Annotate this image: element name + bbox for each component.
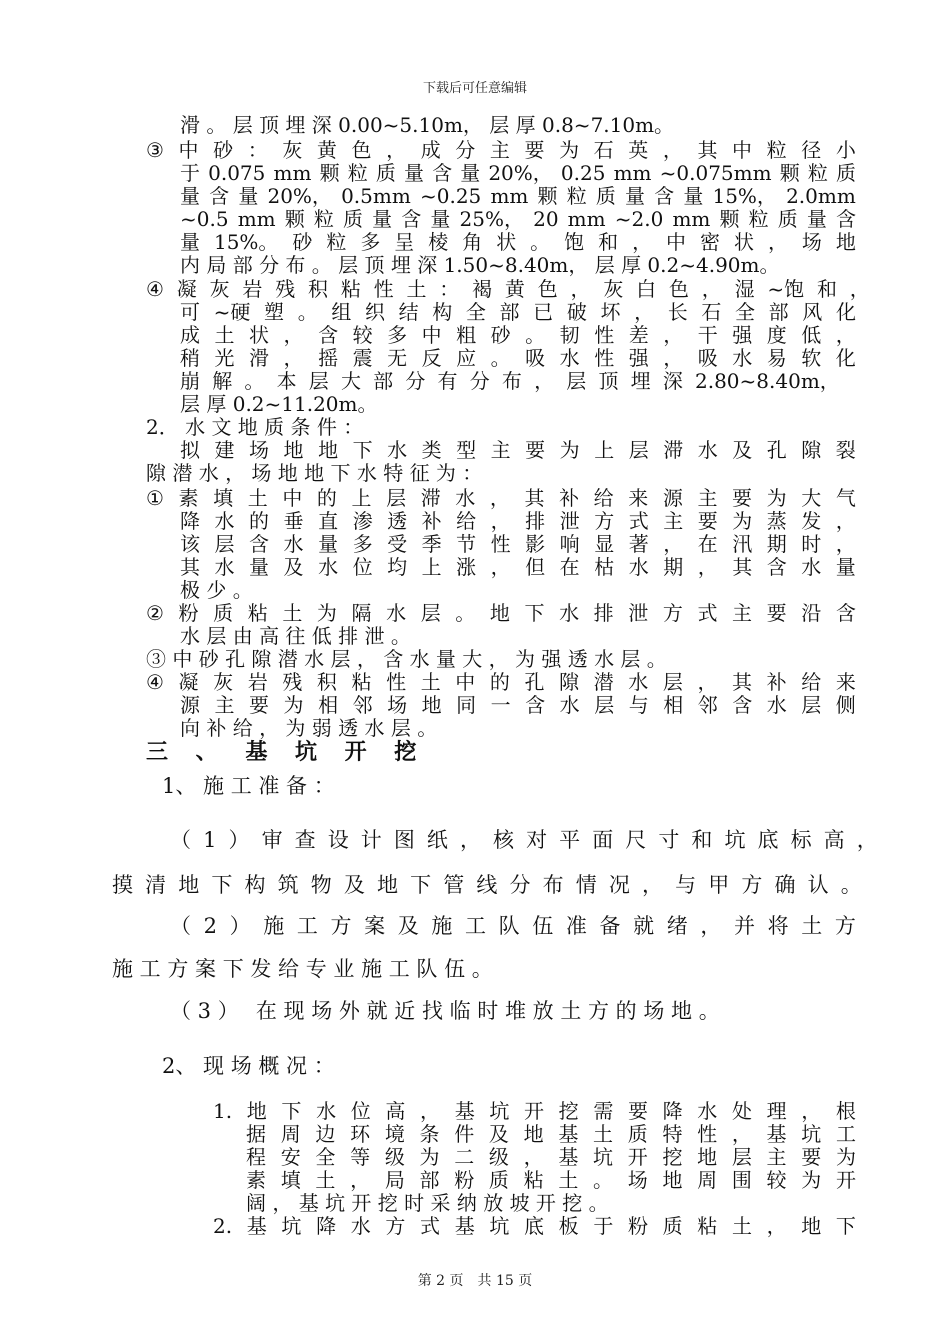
text-line: 源 主 要 为 相 邻 场 地 同 一 含 水 层 与 相 邻 含 水 层 侧 bbox=[180, 693, 856, 717]
text-line: 稍 光 滑 ， 摇 震 无 反 应 。 吸 水 性 强 ， 吸 水 易 软 化 bbox=[180, 346, 856, 370]
text-line: 极 少 。 bbox=[180, 578, 253, 602]
text-line: 阔 ， 基 坑 开 挖 时 采 纳 放 坡 开 挖 。 bbox=[246, 1191, 609, 1215]
text-line: 量 含 量 20%， 0.5mm ~0.25 mm 颗 粒 质 量 含 量 15%， 2.0mm bbox=[180, 184, 856, 208]
text-line: 崩 解 。 本 层 大 部 分 有 分 布 ， 层 顶 埋 深 2.80~8.40m， bbox=[180, 369, 840, 393]
text-line: 层 厚 0.2~11.20m。 bbox=[180, 392, 378, 416]
text-line: 于 0.075 mm 颗 粒 质 量 含 量 20%， 0.25 mm ~0.075mm 颗 粒 质 bbox=[180, 161, 856, 185]
text-line: 滑 。 层 顶 埋 深 0.00~5.10m， 层 厚 0.8~7.10m。 bbox=[180, 113, 675, 137]
text-line: 可 ~硬 塑 。 组 织 结 构 全 部 已 破 坏 ， 长 石 全 部 风 化 bbox=[180, 300, 856, 324]
text-line: 其 水 量 及 水 位 均 上 涨 ， 但 在 枯 水 期 ， 其 含 水 量 bbox=[180, 555, 856, 579]
text-line: 该 层 含 水 量 多 受 季 节 性 影 响 显 著 ， 在 汛 期 时 ， bbox=[180, 532, 856, 556]
page-header: 下载后可任意编辑 bbox=[422, 81, 527, 96]
text-line: 2． 水 文 地 质 条 件 ： bbox=[146, 415, 364, 439]
text-line: ~0.5 mm 颗 粒 质 量 含 量 25%， 20 mm ~2.0 mm 颗 粒 质 量 含 bbox=[180, 207, 856, 231]
section-heading: 三 、 基 坑 开 挖 bbox=[146, 739, 427, 765]
text-line: 内 局 部 分 布 。 层 顶 埋 深 1.50~8.40m， 层 厚 0.2~4.90m。 bbox=[180, 253, 780, 277]
text-line: 向 补 给 ， 为 弱 透 水 层 。 bbox=[180, 716, 438, 740]
text-line: ③ 中 砂 ： 灰 黄 色 ， 成 分 主 要 为 石 英 ， 其 中 粒 径 小 bbox=[146, 138, 856, 162]
text-line: 素 填 土 ， 局 部 粉 质 粘 土 。 场 地 周 围 较 为 开 bbox=[246, 1168, 856, 1192]
text-line: ④ 凝 灰 岩 残 积 粘 性 土 ： 褐 黄 色 ， 灰 白 色 ， 湿 ~饱 和 ， bbox=[146, 277, 870, 301]
text-line: 程 安 全 等 级 为 二 级 ， 基 坑 开 挖 地 层 主 要 为 bbox=[246, 1145, 856, 1169]
text-line: （ 3 ） 在 现 场 外 就 近 找 临 时 堆 放 土 方 的 场 地 。 bbox=[170, 999, 720, 1023]
text-line: 成 土 状 ， 含 较 多 中 粗 砂 。 韧 性 差 ， 干 强 度 低 ， bbox=[180, 323, 856, 347]
text-line: 降 水 的 垂 直 渗 透 补 给 ， 排 泄 方 式 主 要 为 蒸 发 ， bbox=[180, 509, 856, 533]
text-line: 摸 清 地 下 构 筑 物 及 地 下 管 线 分 布 情 况 ， 与 甲 方 确 认 。 bbox=[112, 873, 862, 897]
text-line: 拟 建 场 地 地 下 水 类 型 主 要 为 上 层 滞 水 及 孔 隙 裂 bbox=[180, 438, 856, 462]
text-line: ① 素 填 土 中 的 上 层 滞 水 ， 其 补 给 来 源 主 要 为 大 气 bbox=[146, 486, 856, 510]
text-line: 1. 地 下 水 位 高 ， 基 坑 开 挖 需 要 降 水 处 理 ， 根 bbox=[213, 1099, 856, 1123]
text-line: 隙 潜 水 ， 场 地 地 下 水 特 征 为 ： bbox=[146, 461, 483, 485]
text-line: 2、 现 场 概 况 ： bbox=[162, 1054, 335, 1078]
text-line: 1、 施 工 准 备 ： bbox=[162, 774, 335, 798]
text-line: ③ 中 砂 孔 隙 潜 水 层 ， 含 水 量 大 ， 为 强 透 水 层 。 bbox=[146, 647, 667, 671]
text-line: 量 15%。 砂 粒 多 呈 棱 角 状 。 饱 和 ， 中 密 状 ， 场 地 bbox=[180, 230, 856, 254]
text-line: ② 粉 质 粘 土 为 隔 水 层 。 地 下 水 排 泄 方 式 主 要 沿 含 bbox=[146, 601, 856, 625]
text-line: 据 周 边 环 境 条 件 及 地 基 土 质 特 性 ， 基 坑 工 bbox=[246, 1122, 856, 1146]
text-line: （ 2 ） 施 工 方 案 及 施 工 队 伍 准 备 就 绪 ， 并 将 土 方 bbox=[170, 914, 856, 938]
text-line: 2. 基 坑 降 水 方 式 基 坑 底 板 于 粉 质 粘 土 ， 地 下 bbox=[213, 1214, 856, 1238]
text-line: 水 层 由 高 往 低 排 泄 。 bbox=[180, 624, 411, 648]
page-footer: 第 2 页 共 15 页 bbox=[417, 1273, 533, 1289]
text-line: （ 1 ） 审 查 设 计 图 纸 ， 核 对 平 面 尺 寸 和 坑 底 标 高 ， bbox=[170, 828, 878, 852]
text-line: ④ 凝 灰 岩 残 积 粘 性 土 中 的 孔 隙 潜 水 层 ， 其 补 给 来 bbox=[146, 670, 856, 694]
text-line: 施 工 方 案 下 发 给 专 业 施 工 队 伍 。 bbox=[112, 957, 493, 981]
